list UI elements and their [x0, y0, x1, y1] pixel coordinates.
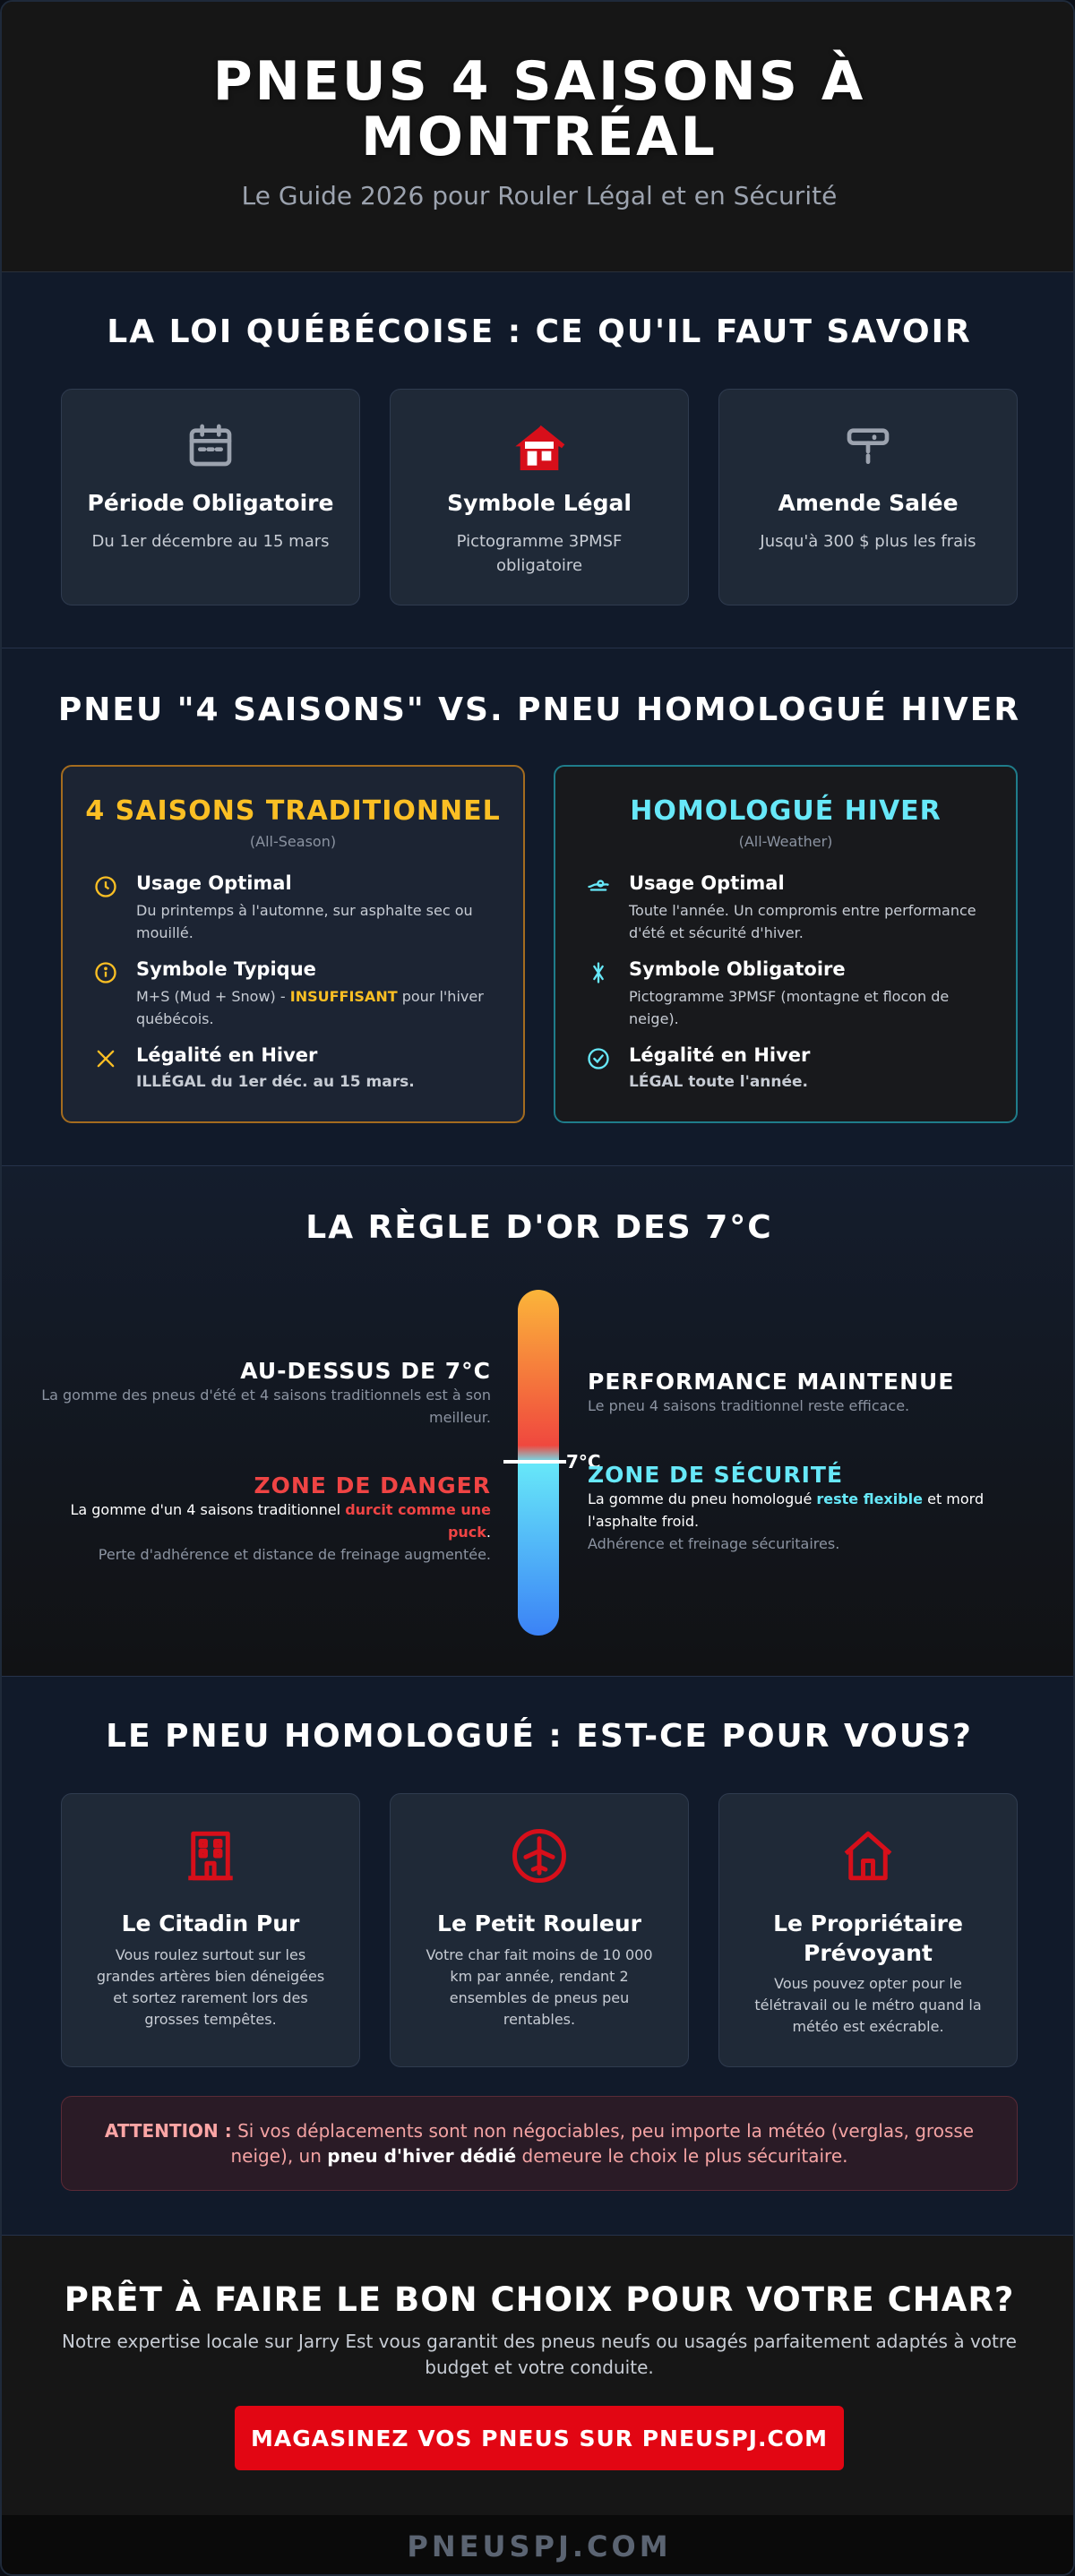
attention-lead: ATTENTION : [104, 2120, 232, 2142]
row-title: Usage Optimal [629, 872, 785, 894]
hero-header [2, 2, 1075, 272]
row-text: LÉGAL toute l'année. [629, 1073, 809, 1091]
law-card-fine [718, 389, 1018, 605]
row-title: Symbole Obligatoire [629, 958, 846, 980]
page-title: PNEUS 4 SAISONS À MONTRÉAL [212, 50, 866, 168]
performance-text: Le pneu 4 saisons traditionnel reste efficace. [588, 1397, 910, 1414]
law-card-period [61, 389, 360, 605]
cta-section [2, 2236, 1075, 2515]
law-card-text: Jusqu'à 300 $ plus les frais [760, 532, 976, 551]
persona-text: Votre char fait moins de 10 000 km par année, rendant 2 ensembles de pneus peu rentables. [426, 1946, 653, 2028]
row-text: ILLÉGAL du 1er déc. au 15 mars. [136, 1073, 415, 1091]
row-title: Symbole Typique [136, 958, 316, 980]
all-season-title: 4 SAISONS TRADITIONNEL [85, 795, 501, 827]
versus-section [2, 648, 1075, 1166]
all-season-column [61, 765, 525, 1123]
threshold-label: 7°C [566, 1451, 601, 1473]
above-title: AU-DESSUS DE 7°C [240, 1358, 491, 1384]
row-text: Toute l'année. Un compromis entre performance d'été et sécurité d'hiver. [629, 902, 976, 941]
persona-text: Vous roulez surtout sur les grandes artères bien déneigées et sortez rarement lors des grosses tempêtes. [96, 1946, 325, 2028]
footer-brand: PNEUSPJ.COM [407, 2529, 672, 2563]
persona-card-petit-rouleur [390, 1793, 689, 2067]
footer [2, 2515, 1075, 2576]
performance-block [588, 1369, 991, 1417]
law-title: LA LOI QUÉBÉCOISE : CE QU'IL FAUT SAVOIR [107, 313, 972, 350]
danger-text: La gomme d'un 4 saisons traditionnel durcit comme une puck. [70, 1501, 491, 1541]
law-card-title: Symbole Légal [447, 490, 632, 516]
cta-description: Notre expertise locale sur Jarry Est vous garantit des pneus neufs ou usagés parfaitement adaptés à votre budget et votre conduite. [62, 2331, 1017, 2378]
row-title: Légalité en Hiver [136, 1044, 318, 1066]
law-card-title: Période Obligatoire [87, 490, 334, 516]
rule-section [2, 1166, 1075, 1677]
calendar-icon [62, 420, 359, 474]
check-circle-icon [586, 1046, 611, 1071]
persona-title: Le Propriétaire Prévoyant [773, 1911, 963, 1966]
persona-card-proprietaire [718, 1793, 1018, 2067]
persona-text: Vous pouvez opter pour le télétravail ou le métro quand la météo est exécrable. [754, 1975, 982, 2035]
winter-title: HOMOLOGUÉ HIVER [630, 795, 942, 827]
all-season-alt: (All-Season) [249, 833, 337, 850]
clock-icon [93, 874, 118, 899]
persona-title: Le Citadin Pur [121, 1911, 300, 1936]
safety-title: ZONE DE SÉCURITÉ [588, 1462, 844, 1488]
x-icon [93, 1046, 118, 1071]
foryou-title: LE PNEU HOMOLOGUÉ : EST-CE POUR VOUS? [106, 1718, 973, 1755]
safety-block [588, 1462, 991, 1555]
weather-icon [586, 874, 611, 899]
row-text: Du printemps à l'automne, sur asphalte sec ou mouillé. [136, 902, 473, 941]
mountain-snowflake-icon [586, 960, 611, 985]
persona-card-citadin [61, 1793, 360, 2067]
safety-text2: Adhérence et freinage sécuritaires. [588, 1535, 840, 1552]
law-card-title: Amende Salée [778, 490, 959, 516]
danger-title: ZONE DE DANGER [254, 1473, 491, 1498]
winter-column [554, 765, 1018, 1123]
safety-text: La gomme du pneu homologué reste flexible et mord l'asphalte froid. [588, 1490, 985, 1530]
performance-title: PERFORMANCE MAINTENUE [588, 1369, 955, 1395]
building-icon [62, 1826, 359, 1889]
info-icon [93, 960, 118, 985]
rule-title: LA RÈGLE D'OR DES 7°C [305, 1209, 773, 1246]
plane-circle-icon [391, 1826, 688, 1889]
threshold-line [503, 1460, 566, 1464]
shop-tires-button[interactable]: MAGASINEZ VOS PNEUS SUR PNEUSPJ.COM [235, 2406, 844, 2470]
row-text: M+S (Mud + Snow) - INSUFFISANT pour l'hiver québécois. [136, 988, 484, 1027]
above-block [25, 1358, 491, 1429]
law-section [2, 272, 1075, 648]
page-subtitle: Le Guide 2026 pour Rouler Légal et en Sécurité [241, 181, 838, 210]
danger-text2: Perte d'adhérence et distance de freinage augmentée. [98, 1546, 491, 1563]
danger-block [25, 1473, 491, 1566]
persona-title: Le Petit Rouleur [437, 1911, 641, 1936]
winter-alt: (All-Weather) [738, 833, 833, 850]
versus-title: PNEU "4 SAISONS" VS. PNEU HOMOLOGUÉ HIVER [57, 691, 1021, 728]
house-flag-icon [391, 420, 688, 474]
foryou-section [2, 1677, 1075, 2236]
above-text: La gomme des pneus d'été et 4 saisons traditionnels est à son meilleur. [41, 1387, 491, 1426]
sign-icon [719, 420, 1017, 474]
row-title: Légalité en Hiver [629, 1044, 811, 1066]
row-text: Pictogramme 3PMSF (montagne et flocon de neige). [629, 988, 950, 1027]
law-card-symbol [390, 389, 689, 605]
law-card-text: Du 1er décembre au 15 mars [91, 532, 330, 551]
row-title: Usage Optimal [136, 872, 292, 894]
home-icon [719, 1826, 1017, 1889]
cta-title: PRÊT À FAIRE LE BON CHOIX POUR VOTRE CHAR? [64, 2280, 1015, 2319]
attention-banner: ATTENTION : Si vos déplacements sont non négociables, peu importe la météo (verglas, grosse neige), un pneu d'hiver dédié demeure le choix le plus sécuritaire. [61, 2096, 1018, 2191]
law-card-text: Pictogramme 3PMSF obligatoire [456, 532, 623, 575]
